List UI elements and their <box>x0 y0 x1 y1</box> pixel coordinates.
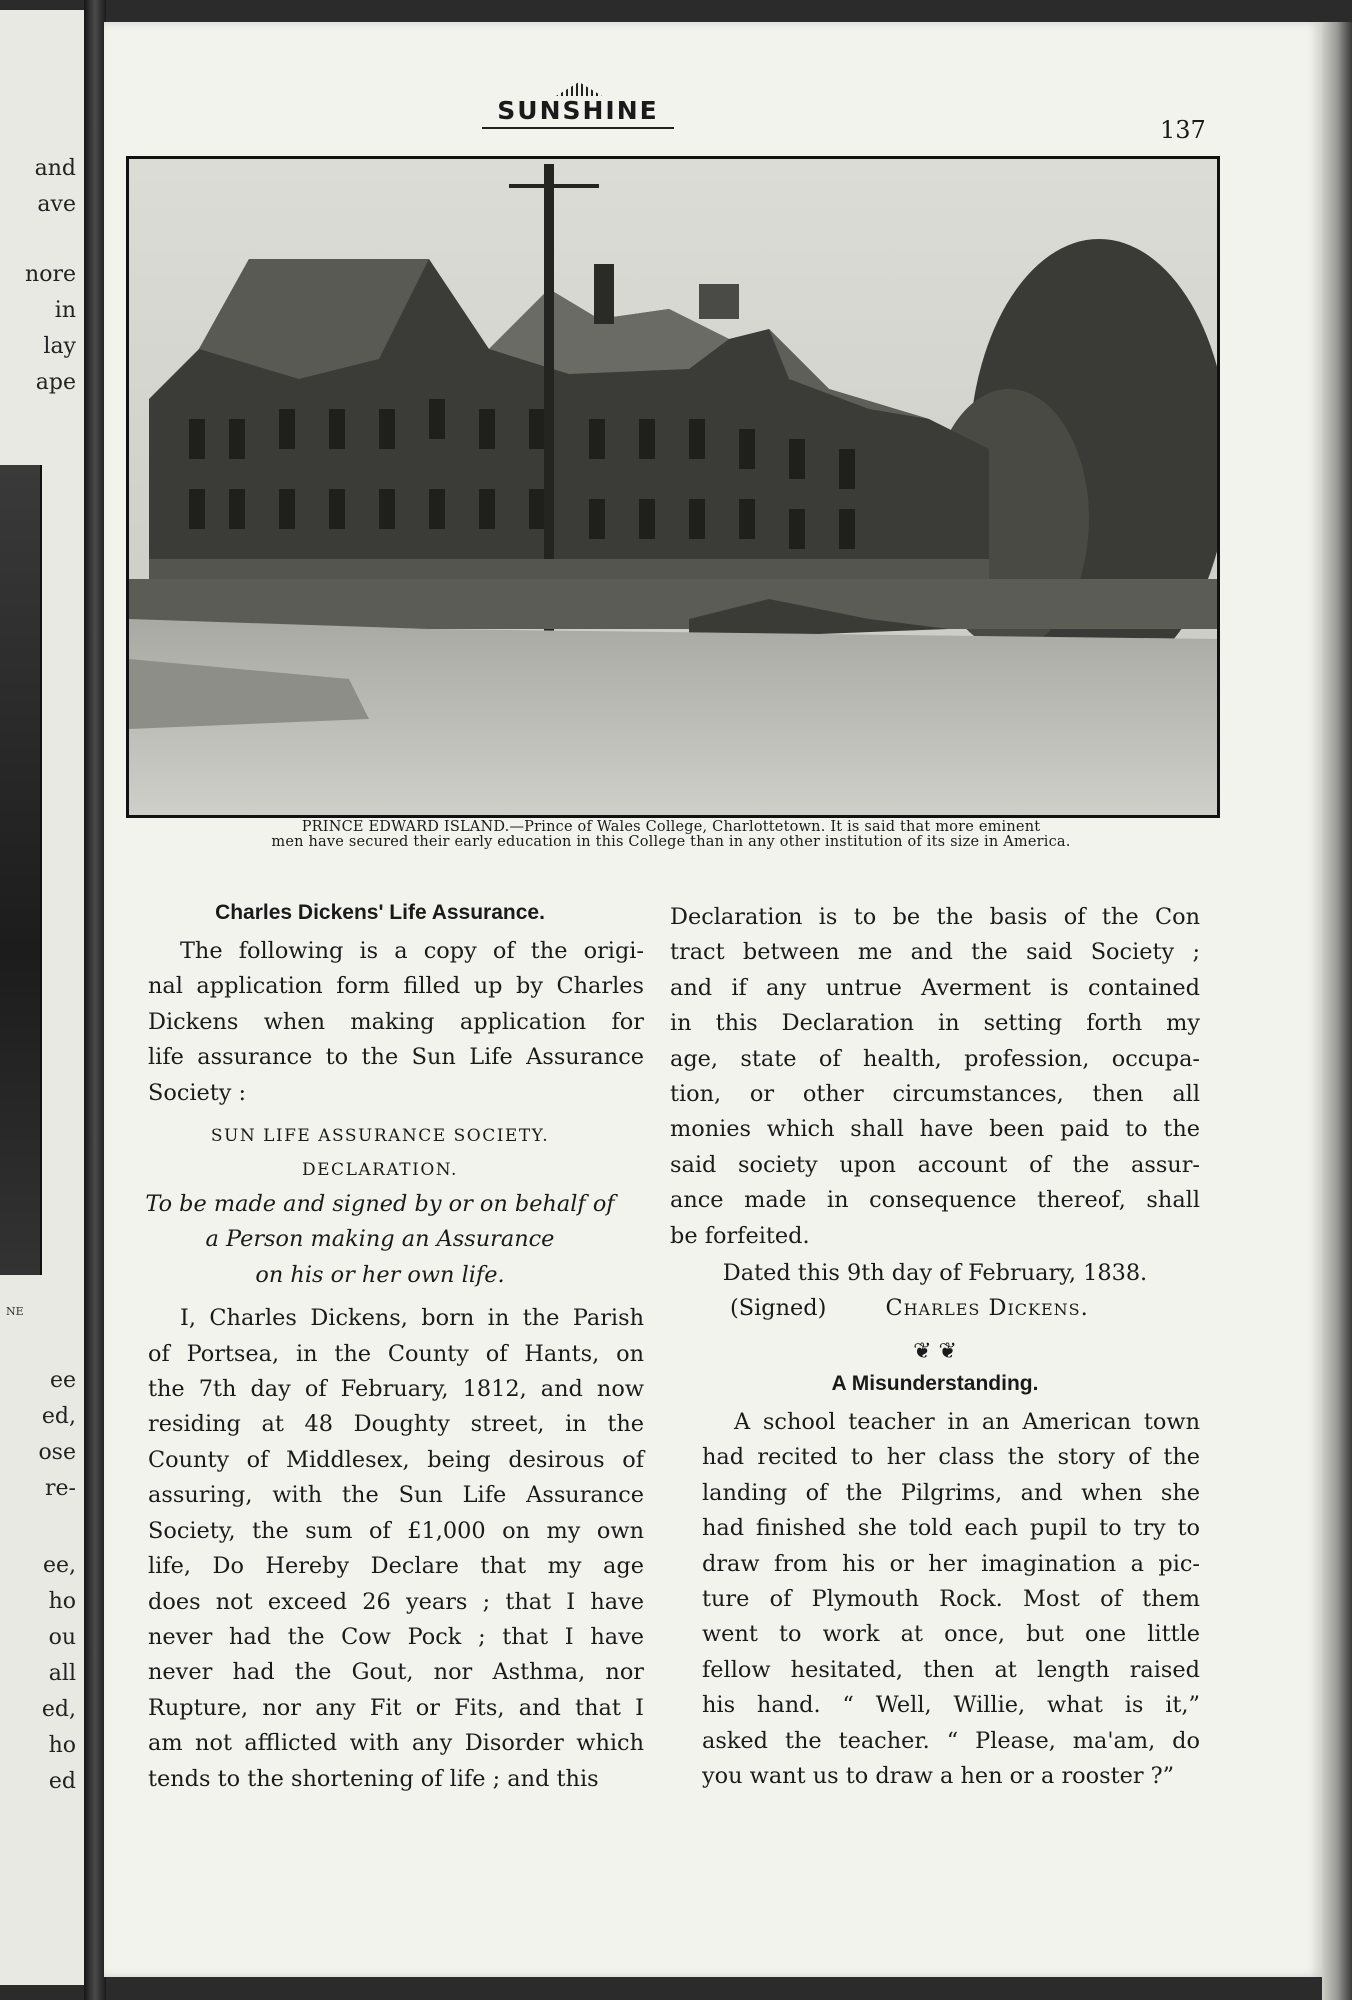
previous-page-text-fragment: ho <box>48 1733 76 1758</box>
form-subtitle: DECLARATION. <box>302 1160 458 1181</box>
declaration-line: does not exceed 26 years ; that I have <box>148 1588 644 1615</box>
continuation-line: said society upon account of the assur- <box>670 1151 1200 1178</box>
article-heading-dickens: Charles Dickens' Life Assurance. <box>215 901 545 924</box>
story-line: his hand. “ Well, Willie, what is it,” <box>702 1692 1200 1719</box>
previous-page-text-fragment: ose <box>38 1440 76 1465</box>
previous-page-text-fragment: ave <box>37 192 76 217</box>
declaration-continuation <box>670 900 1200 1254</box>
form-instruction-line: To be made and signed by or on behalf of <box>145 1191 615 1218</box>
magazine-masthead <box>478 96 678 125</box>
previous-page-photo-fragment <box>0 465 42 1275</box>
college-photograph <box>126 156 1220 818</box>
misunderstanding-paragraph <box>670 1405 1200 1794</box>
story-line: landing of the Pilgrims, and when she <box>702 1479 1200 1506</box>
photo-caption-line-1: PRINCE EDWARD ISLAND.—Prince of Wales College, Charlottetown. It is said that more eminent <box>301 819 1041 835</box>
story-line: ture of Plymouth Rock. Most of them <box>702 1585 1200 1612</box>
photo-caption-line-2: men have secured their early education in this College than in any other institution of its size in America. <box>271 834 1071 850</box>
page-number: 137 <box>1160 116 1206 144</box>
declaration-line: County of Middlesex, being desirous of <box>148 1446 644 1473</box>
article-heading-misunderstanding: A Misunderstanding. <box>831 1371 1039 1395</box>
story-line: fellow hesitated, then at length raised <box>702 1656 1200 1683</box>
story-line: went to work at once, but one little <box>702 1621 1200 1648</box>
continuation-line: tion, or other circumstances, then all <box>670 1081 1200 1108</box>
previous-page-text-fragment: all <box>48 1661 76 1686</box>
form-title: SUN LIFE ASSURANCE SOCIETY. <box>210 1126 550 1147</box>
story-line: A school teacher in an American town <box>734 1408 1200 1435</box>
previous-page-text-fragment: in <box>54 298 76 323</box>
previous-page-caption-fragment: NE <box>6 1305 24 1318</box>
previous-page-edge <box>0 10 84 1985</box>
page-edge-shadow <box>1322 22 1352 2000</box>
declaration-line: Society, the sum of £1,000 on my own <box>148 1517 644 1544</box>
continuation-line: be forfeited. <box>670 1222 810 1249</box>
right-column <box>670 900 1200 1794</box>
dickens-intro-paragraph <box>116 934 644 1111</box>
story-line: had finished she told each pupil to try to <box>702 1515 1200 1542</box>
previous-page-text-fragment: ed, <box>41 1697 76 1722</box>
declaration-line: of Portsea, in the County of Hants, on <box>148 1340 644 1367</box>
declaration-line: tends to the shortening of life ; and this <box>148 1765 599 1792</box>
declaration-line: never had the Cow Pock ; that I have <box>148 1623 644 1650</box>
intro-line: nal application form filled up by Charles <box>148 973 644 1000</box>
masthead-underline <box>482 127 674 129</box>
previous-page-text-fragment: ho <box>48 1589 76 1614</box>
signed-label: (Signed) <box>730 1295 827 1322</box>
intro-line: life assurance to the Sun Life Assurance <box>148 1044 644 1071</box>
continuation-line: in this Declaration in setting forth my <box>670 1010 1200 1037</box>
signature-line <box>670 1291 1200 1326</box>
continuation-line: ance made in consequence thereof, shall <box>670 1187 1200 1214</box>
previous-page-text-fragment: ape <box>35 370 76 395</box>
continuation-line: tract between me and the said Society ; <box>670 939 1200 966</box>
previous-page-text-fragment: lay <box>43 334 76 359</box>
declaration-line: the 7th day of February, 1812, and now <box>148 1376 644 1403</box>
form-instruction-line: a Person making an Assurance <box>205 1226 555 1253</box>
form-instruction-line: on his or her own life. <box>255 1261 505 1288</box>
continuation-line: monies which shall have been paid to the <box>670 1116 1200 1143</box>
continuation-line: Declaration is to be the basis of the Con <box>670 904 1200 930</box>
book-gutter <box>84 0 106 2000</box>
signature-name: Charles Dickens. <box>885 1295 1089 1322</box>
previous-page-text-fragment: ee, <box>42 1553 76 1578</box>
story-line: asked the teacher. “ Please, ma'am, do <box>702 1727 1200 1754</box>
story-line: had recited to her class the story of the <box>702 1444 1200 1471</box>
declaration-line: never had the Gout, nor Asthma, nor <box>148 1659 644 1686</box>
declaration-line: residing at 48 Doughty street, in the <box>148 1411 644 1438</box>
previous-page-text-fragment: ou <box>48 1625 76 1650</box>
declaration-line: am not afflicted with any Disorder which <box>148 1730 644 1757</box>
intro-line: The following is a copy of the origi- <box>180 938 644 964</box>
previous-page-text-fragment: re- <box>45 1476 76 1501</box>
magazine-title: SUNSHINE <box>497 96 659 125</box>
form-instruction <box>116 1187 644 1293</box>
left-column <box>116 900 644 1797</box>
declaration-paragraph <box>116 1301 644 1797</box>
previous-page-text-fragment: ed, <box>41 1404 76 1429</box>
previous-page-text-fragment: ed <box>48 1769 76 1794</box>
previous-page-text-fragment: and <box>34 156 76 181</box>
continuation-line: and if any untrue Averment is contained <box>670 974 1200 1001</box>
previous-page-text-fragment: ee <box>49 1368 76 1393</box>
intro-line: Dickens when making application for <box>148 1008 644 1035</box>
declaration-line: assuring, with the Sun Life Assurance <box>148 1482 644 1509</box>
photo-caption <box>116 820 1226 850</box>
intro-line: Society : <box>148 1079 247 1106</box>
college-building-image <box>129 159 1217 815</box>
dated-line: Dated this 9th day of February, 1838. <box>722 1260 1148 1287</box>
story-line: you want us to draw a hen or a rooster ?” <box>702 1762 1175 1789</box>
declaration-line: life, Do Hereby Declare that my age <box>148 1553 644 1580</box>
section-ornament-icon: ❦ ❦ <box>913 1338 957 1364</box>
continuation-line: age, state of health, profession, occupa- <box>670 1045 1200 1072</box>
declaration-line: Rupture, nor any Fit or Fits, and that I <box>148 1694 644 1721</box>
previous-page-text-fragment: nore <box>25 262 76 287</box>
declaration-line: I, Charles Dickens, born in the Parish <box>180 1305 644 1332</box>
story-line: draw from his or her imagination a pic- <box>702 1550 1200 1577</box>
